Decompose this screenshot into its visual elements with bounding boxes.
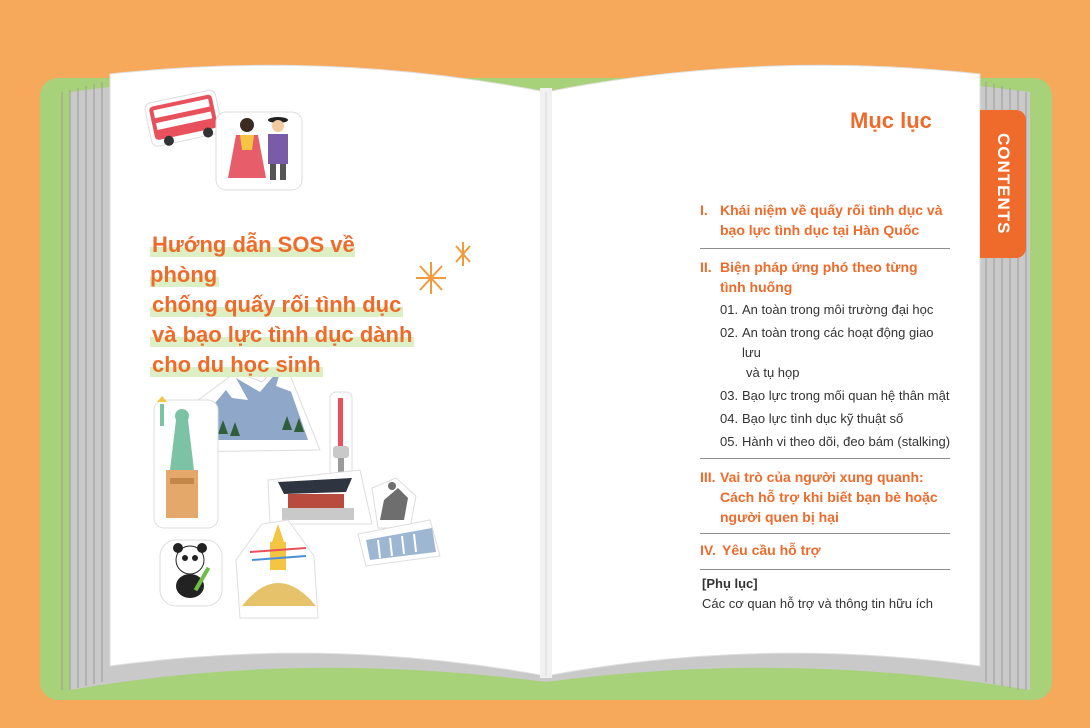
item-number: 02. xyxy=(720,325,739,340)
divider xyxy=(700,569,950,570)
section-title-line: Vai trò của người xung quanh: xyxy=(720,469,924,485)
item-title: Hành vi theo dõi, đeo bám (stalking) xyxy=(742,434,951,449)
section-title: Yêu cầu hỗ trợ xyxy=(722,542,821,558)
white-building-icon xyxy=(358,520,440,566)
section-number: I. xyxy=(700,202,708,218)
item-title: An toàn trong môi trường đại học xyxy=(742,302,934,317)
divider xyxy=(700,248,950,249)
divider xyxy=(700,458,950,459)
section-title-line: bạo lực tình dục tại Hàn Quốc xyxy=(720,222,920,238)
toc-heading: Mục lục xyxy=(850,108,932,133)
appendix[interactable] xyxy=(702,574,933,614)
item-number: 01. xyxy=(720,302,739,317)
divider xyxy=(700,533,950,534)
panda-icon xyxy=(160,540,222,606)
toc-item[interactable] xyxy=(700,386,952,406)
statue-of-liberty-icon xyxy=(154,396,218,528)
toc-item[interactable] xyxy=(700,300,952,320)
toc-section-3[interactable] xyxy=(700,467,952,527)
section-number: II. xyxy=(700,259,712,275)
double-decker-bus-icon xyxy=(144,89,224,149)
toc-item[interactable] xyxy=(700,323,952,383)
appendix-text: Các cơ quan hỗ trợ và thông tin hữu ích xyxy=(702,596,933,611)
sparkle-icon xyxy=(416,242,470,294)
toc-section-1[interactable] xyxy=(700,200,952,240)
stupa-icon xyxy=(236,520,318,618)
section-title xyxy=(720,200,943,240)
toc-section-4[interactable] xyxy=(700,540,952,560)
section-number: IV. xyxy=(700,542,716,558)
item-title: Bạo lực tình dục kỹ thuật số xyxy=(742,411,904,426)
title-line: cho du học sinh xyxy=(152,352,321,377)
title-line: Hướng dẫn SOS về phòng xyxy=(150,232,355,287)
section-title-line: người quen bị hại xyxy=(720,509,839,525)
toc-section-2[interactable] xyxy=(700,257,952,297)
title-line: chống quấy rối tình dục xyxy=(152,292,402,317)
title-line: và bạo lực tình dục dành xyxy=(152,322,413,347)
section-title-line: Khái niệm về quấy rối tình dục và xyxy=(720,202,943,218)
item-number: 04. xyxy=(720,411,739,426)
korean-couple-icon xyxy=(216,112,302,190)
item-title-line: và tụ họp xyxy=(746,365,800,380)
palace-gate-icon xyxy=(268,470,372,524)
section-title-line: Cách hỗ trợ khi biết bạn bè hoặc xyxy=(720,489,938,505)
table-of-contents xyxy=(700,200,952,570)
appendix-title: [Phụ lục] xyxy=(702,576,758,591)
section-title xyxy=(720,257,918,297)
section-number: III. xyxy=(700,469,716,485)
toc-item[interactable] xyxy=(700,432,952,452)
contents-tab[interactable] xyxy=(980,110,1026,258)
section-title xyxy=(720,467,938,527)
item-title-line: An toàn trong các hoạt động giao lưu xyxy=(742,325,934,360)
equestrian-statue-icon xyxy=(372,478,416,528)
guide-title xyxy=(150,230,420,380)
item-number: 05. xyxy=(720,434,739,449)
item-number: 03. xyxy=(720,388,739,403)
section-title-line: Biện pháp ứng phó theo từng xyxy=(720,259,918,275)
section-title-line: tình huống xyxy=(720,279,793,295)
item-title xyxy=(742,323,952,383)
contents-tab-label: CONTENTS xyxy=(994,133,1013,235)
item-title: Bạo lực trong mối quan hệ thân mật xyxy=(742,388,950,403)
toc-item[interactable] xyxy=(700,409,952,429)
